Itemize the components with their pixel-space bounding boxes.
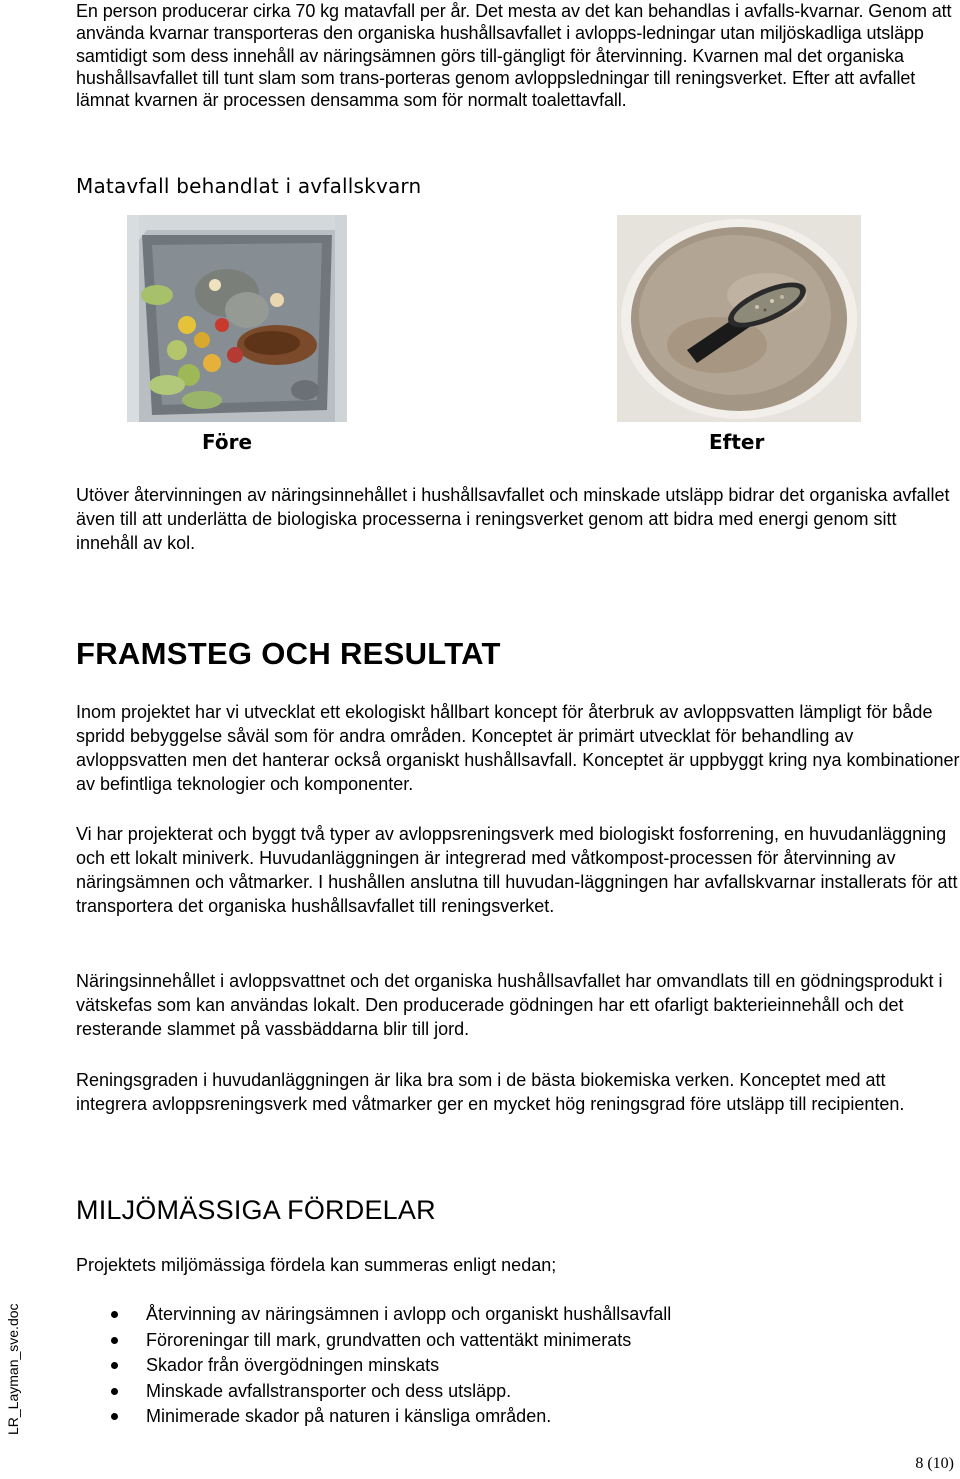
figure-title: Matavfall behandlat i avfallskvarn: [76, 174, 422, 198]
list-item: Minimerade skador på naturen i känsliga områden.: [76, 1404, 671, 1430]
list-item: Skador från övergödningen minskats: [76, 1353, 671, 1379]
bullet-icon: [111, 1388, 118, 1395]
photo-before-sink-food-waste: [127, 215, 347, 422]
bullet-icon: [111, 1362, 118, 1369]
list-item: Återvinning av näringsämnen i avlopp och organiskt hushållsavfall: [76, 1302, 671, 1328]
environmental-intro: Projektets miljömässiga fördela kan summeras enligt nedan;: [76, 1255, 557, 1275]
progress-paragraph-4: Reningsgraden i huvudanläggningen är lika bra som i de bästa biokemiska verken. Konceptet med att integrera avloppsreningsverk med våtmarker ger en mycket hög reningsgrad före utsläpp till recipienten.: [76, 1070, 905, 1114]
progress-paragraph-3: Näringsinnehållet i avloppsvattnet och det organiska hushållsavfallet har omvandlats till en gödningsprodukt i vätskefas som kan användas lokalt. Den producerade gödningen har ett ofarligt bakterieinnehåll och det resterande slammet på vassbäddarna blir till jord.: [76, 971, 943, 1039]
caption-after: Efter: [709, 430, 765, 454]
document-filename: LR_Layman_sve.doc: [5, 1303, 21, 1435]
after-figure-paragraph: Utöver återvinningen av näringsinnehållet i hushållsavfallet och minskade utsläpp bidrar det organiska avfallet även till att underlätta de biologiska processerna i reningsverket genom att bidra med energi genom sitt innehåll av kol.: [76, 485, 950, 553]
progress-paragraph-1: Inom projektet har vi utvecklat ett ekologiskt hållbart koncept för återbruk av avloppsvatten lämpligt för både spridd bebyggelse såväl som för andra områden. Konceptet är primärt utvecklat för behandling av avloppsvatten men det hanterar också organiskt hushållsavfall. Konceptet är uppbyggt kring nya kombinationer av befintliga teknologier och komponenter.: [76, 702, 960, 794]
section-heading-progress: FRAMSTEG OCH RESULTAT: [76, 636, 501, 671]
caption-before: Före: [202, 430, 253, 454]
bullet-icon: [111, 1337, 118, 1344]
bullet-icon: [111, 1311, 118, 1318]
photo-after-ground-slurry: [617, 215, 861, 422]
list-item: Föroreningar till mark, grundvatten och vattentäkt minimerats: [76, 1328, 671, 1354]
progress-paragraph-2: Vi har projekterat och byggt två typer av avloppsreningsverk med biologiskt fosforrening, en huvudanläggning och ett lokalt miniverk. Huvudanläggningen är integrerad med våtkompost-processen för återvinning av näringsämnen och våtmarker. I hushållen anslutna till huvudan-läggningen har avfallskvarnar installerats för att transportera det organiska hushållsavfallet till reningsverket.: [76, 824, 958, 916]
intro-paragraph: En person producerar cirka 70 kg matavfall per år. Det mesta av det kan behandlas i avfalls-kvarnar. Genom att använda kvarnar transporteras den organiska hushållsavfallet i avlopps-ledningar utan miljöskadliga utsläpp samtidigt som dess innehåll av näringsämnen görs till-gängligt för återvinning. Kvarnen mal det organiska hushållsavfallet till tunt slam som trans-porteras genom avloppsledningar till reningsverket. Efter att avfallet lämnat kvarnen är processen densamma som för normalt toalettavfall.: [76, 1, 952, 111]
page-number: 8 (10): [915, 1455, 954, 1472]
list-item: Minskade avfallstransporter och dess utsläpp.: [76, 1379, 671, 1405]
section-heading-environmental: MILJÖMÄSSIGA FÖRDELAR: [76, 1195, 436, 1225]
bullet-icon: [111, 1413, 118, 1420]
benefits-list: [76, 1302, 671, 1430]
